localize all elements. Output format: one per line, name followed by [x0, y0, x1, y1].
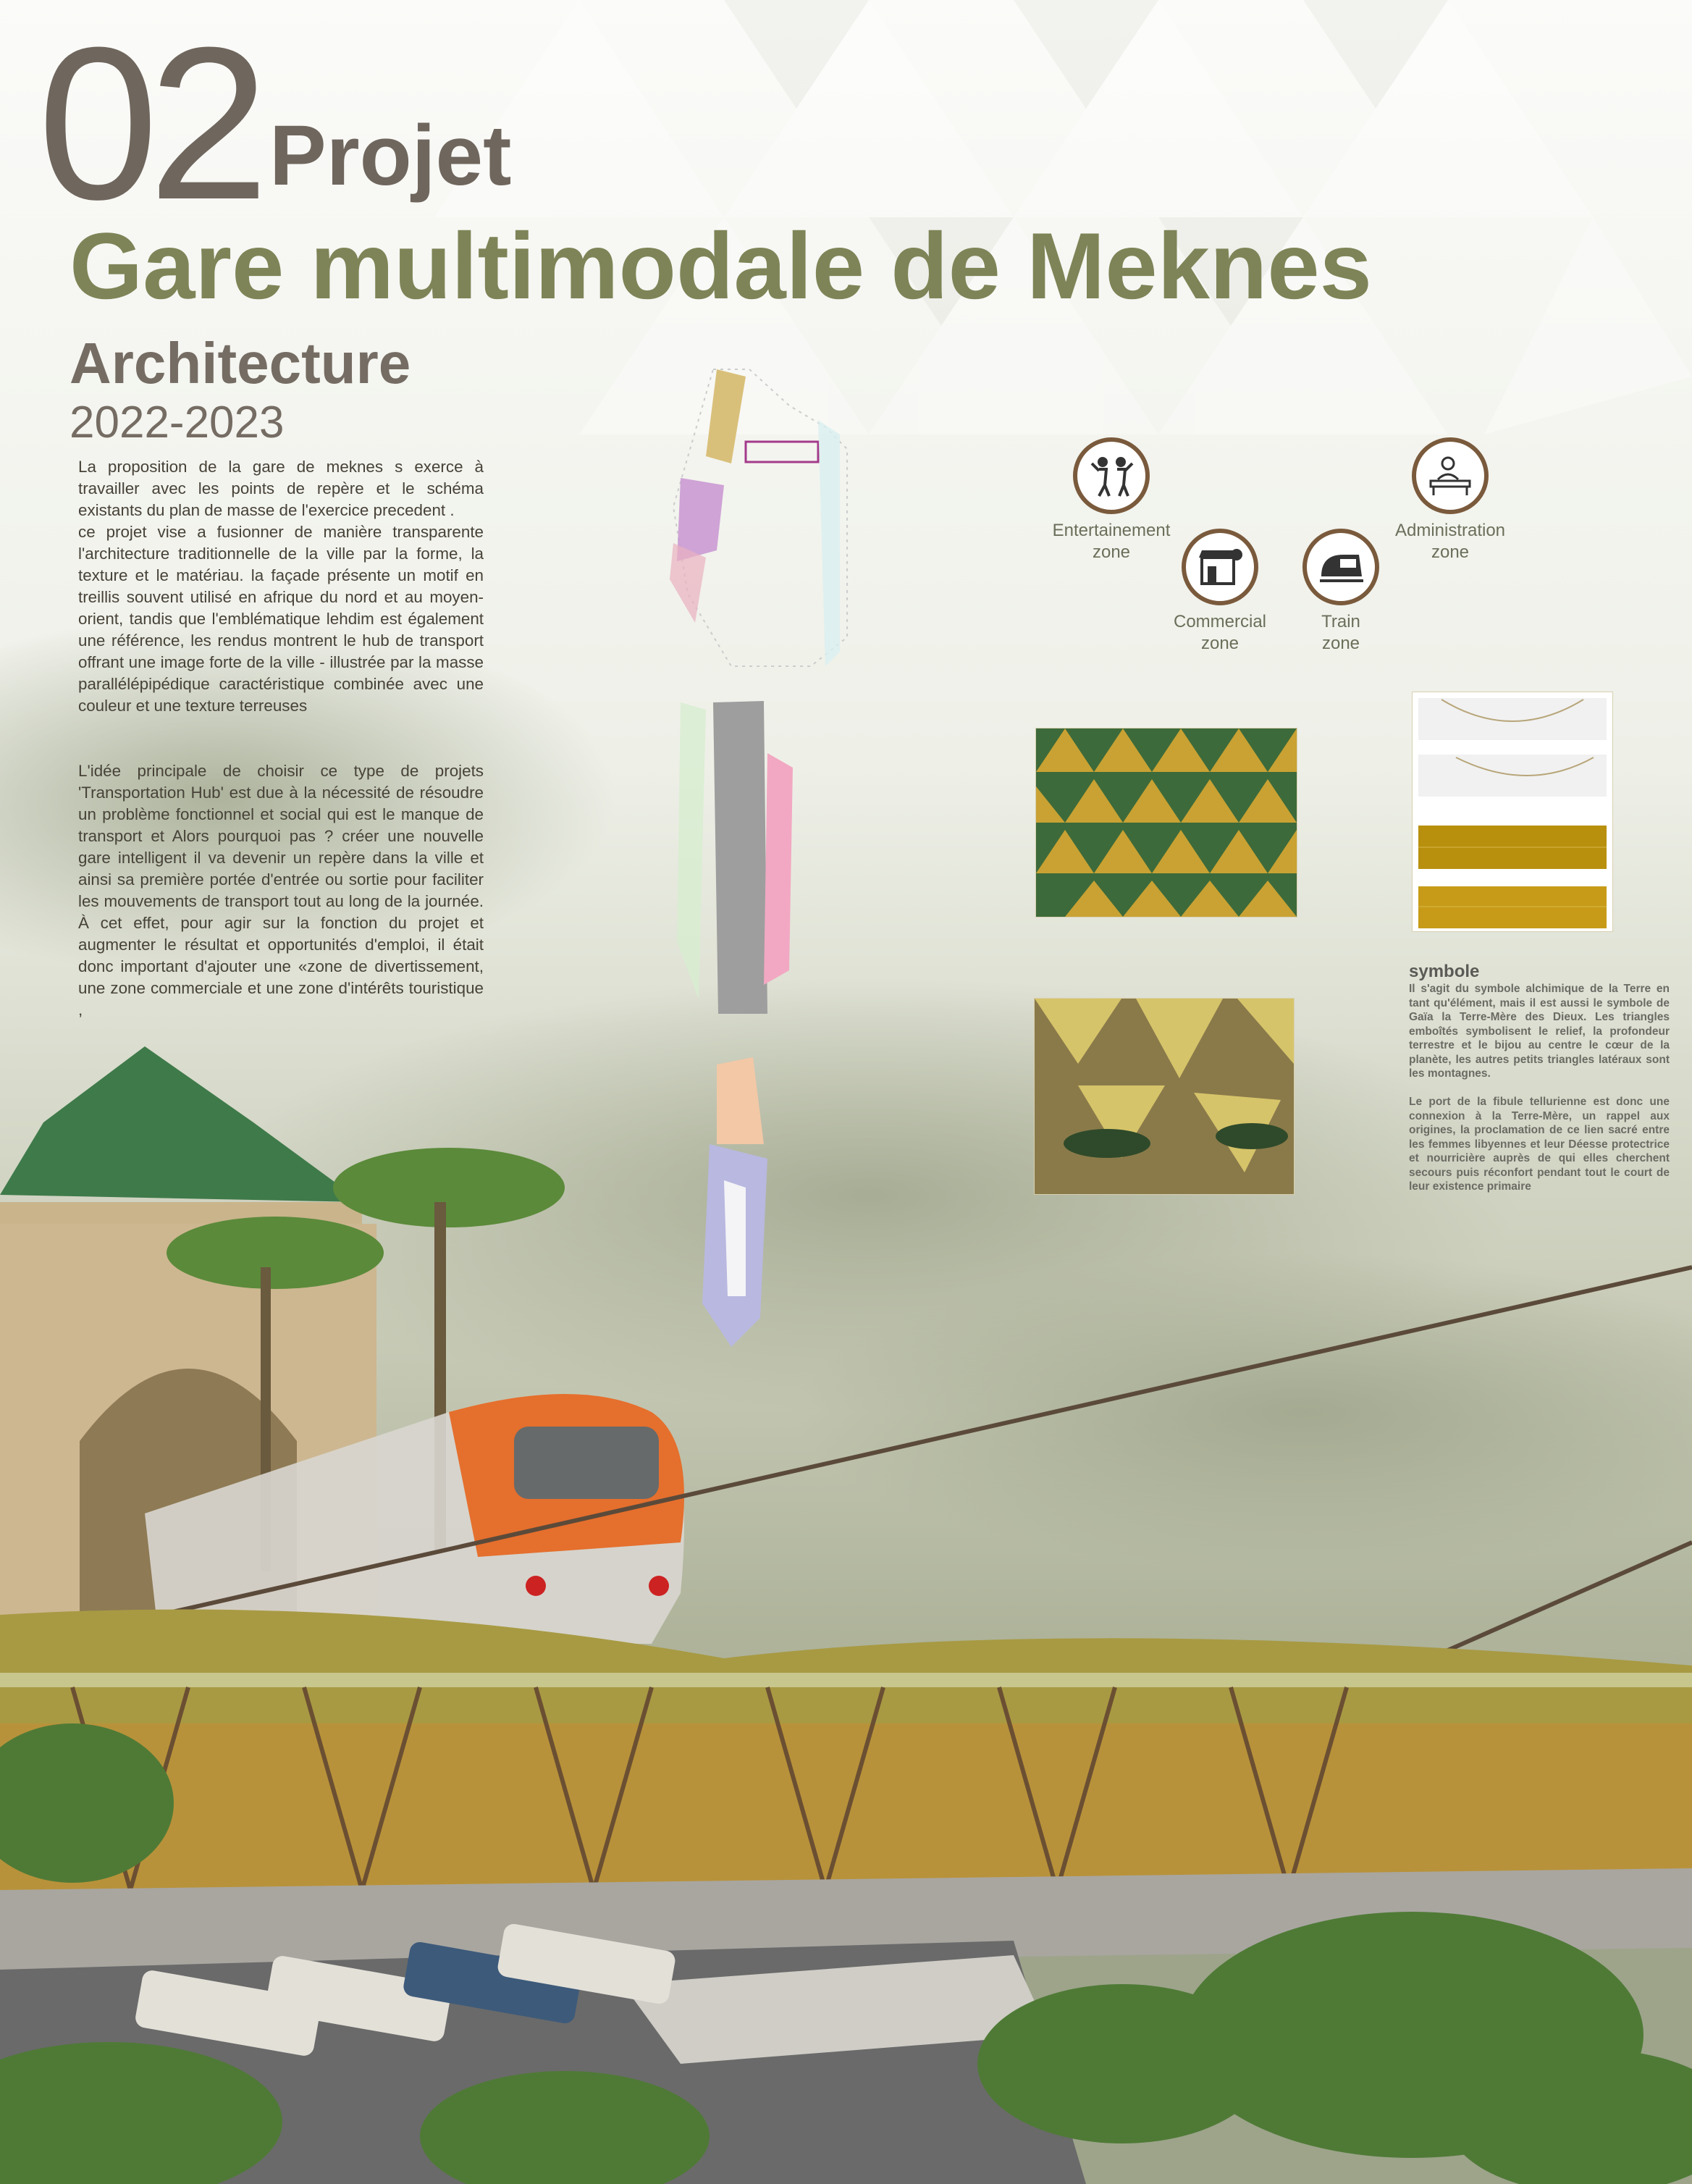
- project-number: 02: [38, 1, 259, 245]
- zone-train-label: Train zone: [1321, 612, 1360, 653]
- plan-block-1: [670, 369, 847, 666]
- dancers-icon: [1073, 437, 1150, 514]
- plan-block-2: [677, 701, 793, 1014]
- zone-entertainment-label: Entertainement zone: [1052, 521, 1171, 562]
- projet-label: Projet: [269, 108, 512, 203]
- triangle-pattern-photo: [1035, 728, 1297, 917]
- subtitle-architecture: Architecture: [70, 331, 411, 395]
- lattice-facade: [0, 1723, 1692, 1890]
- station-rendering: [0, 1036, 1692, 2184]
- zone-administration-label: Administration zone: [1394, 521, 1506, 562]
- page-title: Gare multimodale de Meknes: [70, 213, 1372, 319]
- canopy-palms-photo: [1034, 998, 1295, 1195]
- symbole-heading: symbole: [1409, 962, 1480, 981]
- facade-pattern-studies: [1412, 692, 1613, 932]
- office-desk-icon: [1412, 437, 1489, 514]
- shop-icon: [1182, 529, 1258, 605]
- description-paragraph-2: L'idée principale de choisir ce type de projets 'Transportation Hub' est due à la nécessité de résoudre un problème fonctionnel et social qui est le manque de transport et Alors pourquoi pas ? créer une nouvelle gare intelligent il va devenir un repère dans la ville et ainsi sa première portée d'entrée ou sortie pour faciliter les mouvements de transport tout au long de la journée. À cet effet, pour agir sur la fonction du projet et augmenter le résultat et opportunités d'emploi, il était donc important d'ajouter une «zone de divertissement, une zone commerciale et une zone d'intérêts touristique ,: [78, 762, 484, 1019]
- train-icon: [1302, 529, 1379, 605]
- description-paragraph-1: La proposition de la gare de meknes s exerce à travailler avec les points de repère et le schéma existants du plan de masse de l'exercice precedent . ce projet vise a fusionner de manière transparente l'architecture traditionnelle de la ville par la forme, la texture et le matériau. la façade présente un motif en treillis souvent utilisé en afrique du nord et au moyen-orient, tandis que l'emblématique lehdim est également une référence, les rendus montrent le hub de transport offrant une image forte de la ville - illustrée par la masse parallélépipédique caractéristique combinée avec une couleur et une texture terreuses: [78, 458, 484, 715]
- zone-commercial-label: Commercial zone: [1173, 612, 1266, 653]
- symbole-text: Il s'agit du symbole alchimique de la Terre en tant qu'élément, mais il est aussi le symbole de Gaïa la Terre-Mère des Dieux. Les triangles emboîtés symbolisent le relief, la profondeur terrestre et le bijou au centre le cœur de la planète, les autres petits triangles latéraux sont les montagnes. Le port de la fibule tellurienne est donc une connexion à la Terre-Mère, un rappel aux origines, la proclamation de ce lien sacré entre les femmes libyennes et leur Déesse protectrice et nourricière auprès de qui elles cherchent secours puis réconfort pendant tout le court de leur existence primaire: [1409, 983, 1670, 1193]
- zone-administration: [1378, 437, 1523, 563]
- roof-canopy: [0, 1610, 1692, 1724]
- year-range: 2022-2023: [70, 398, 285, 448]
